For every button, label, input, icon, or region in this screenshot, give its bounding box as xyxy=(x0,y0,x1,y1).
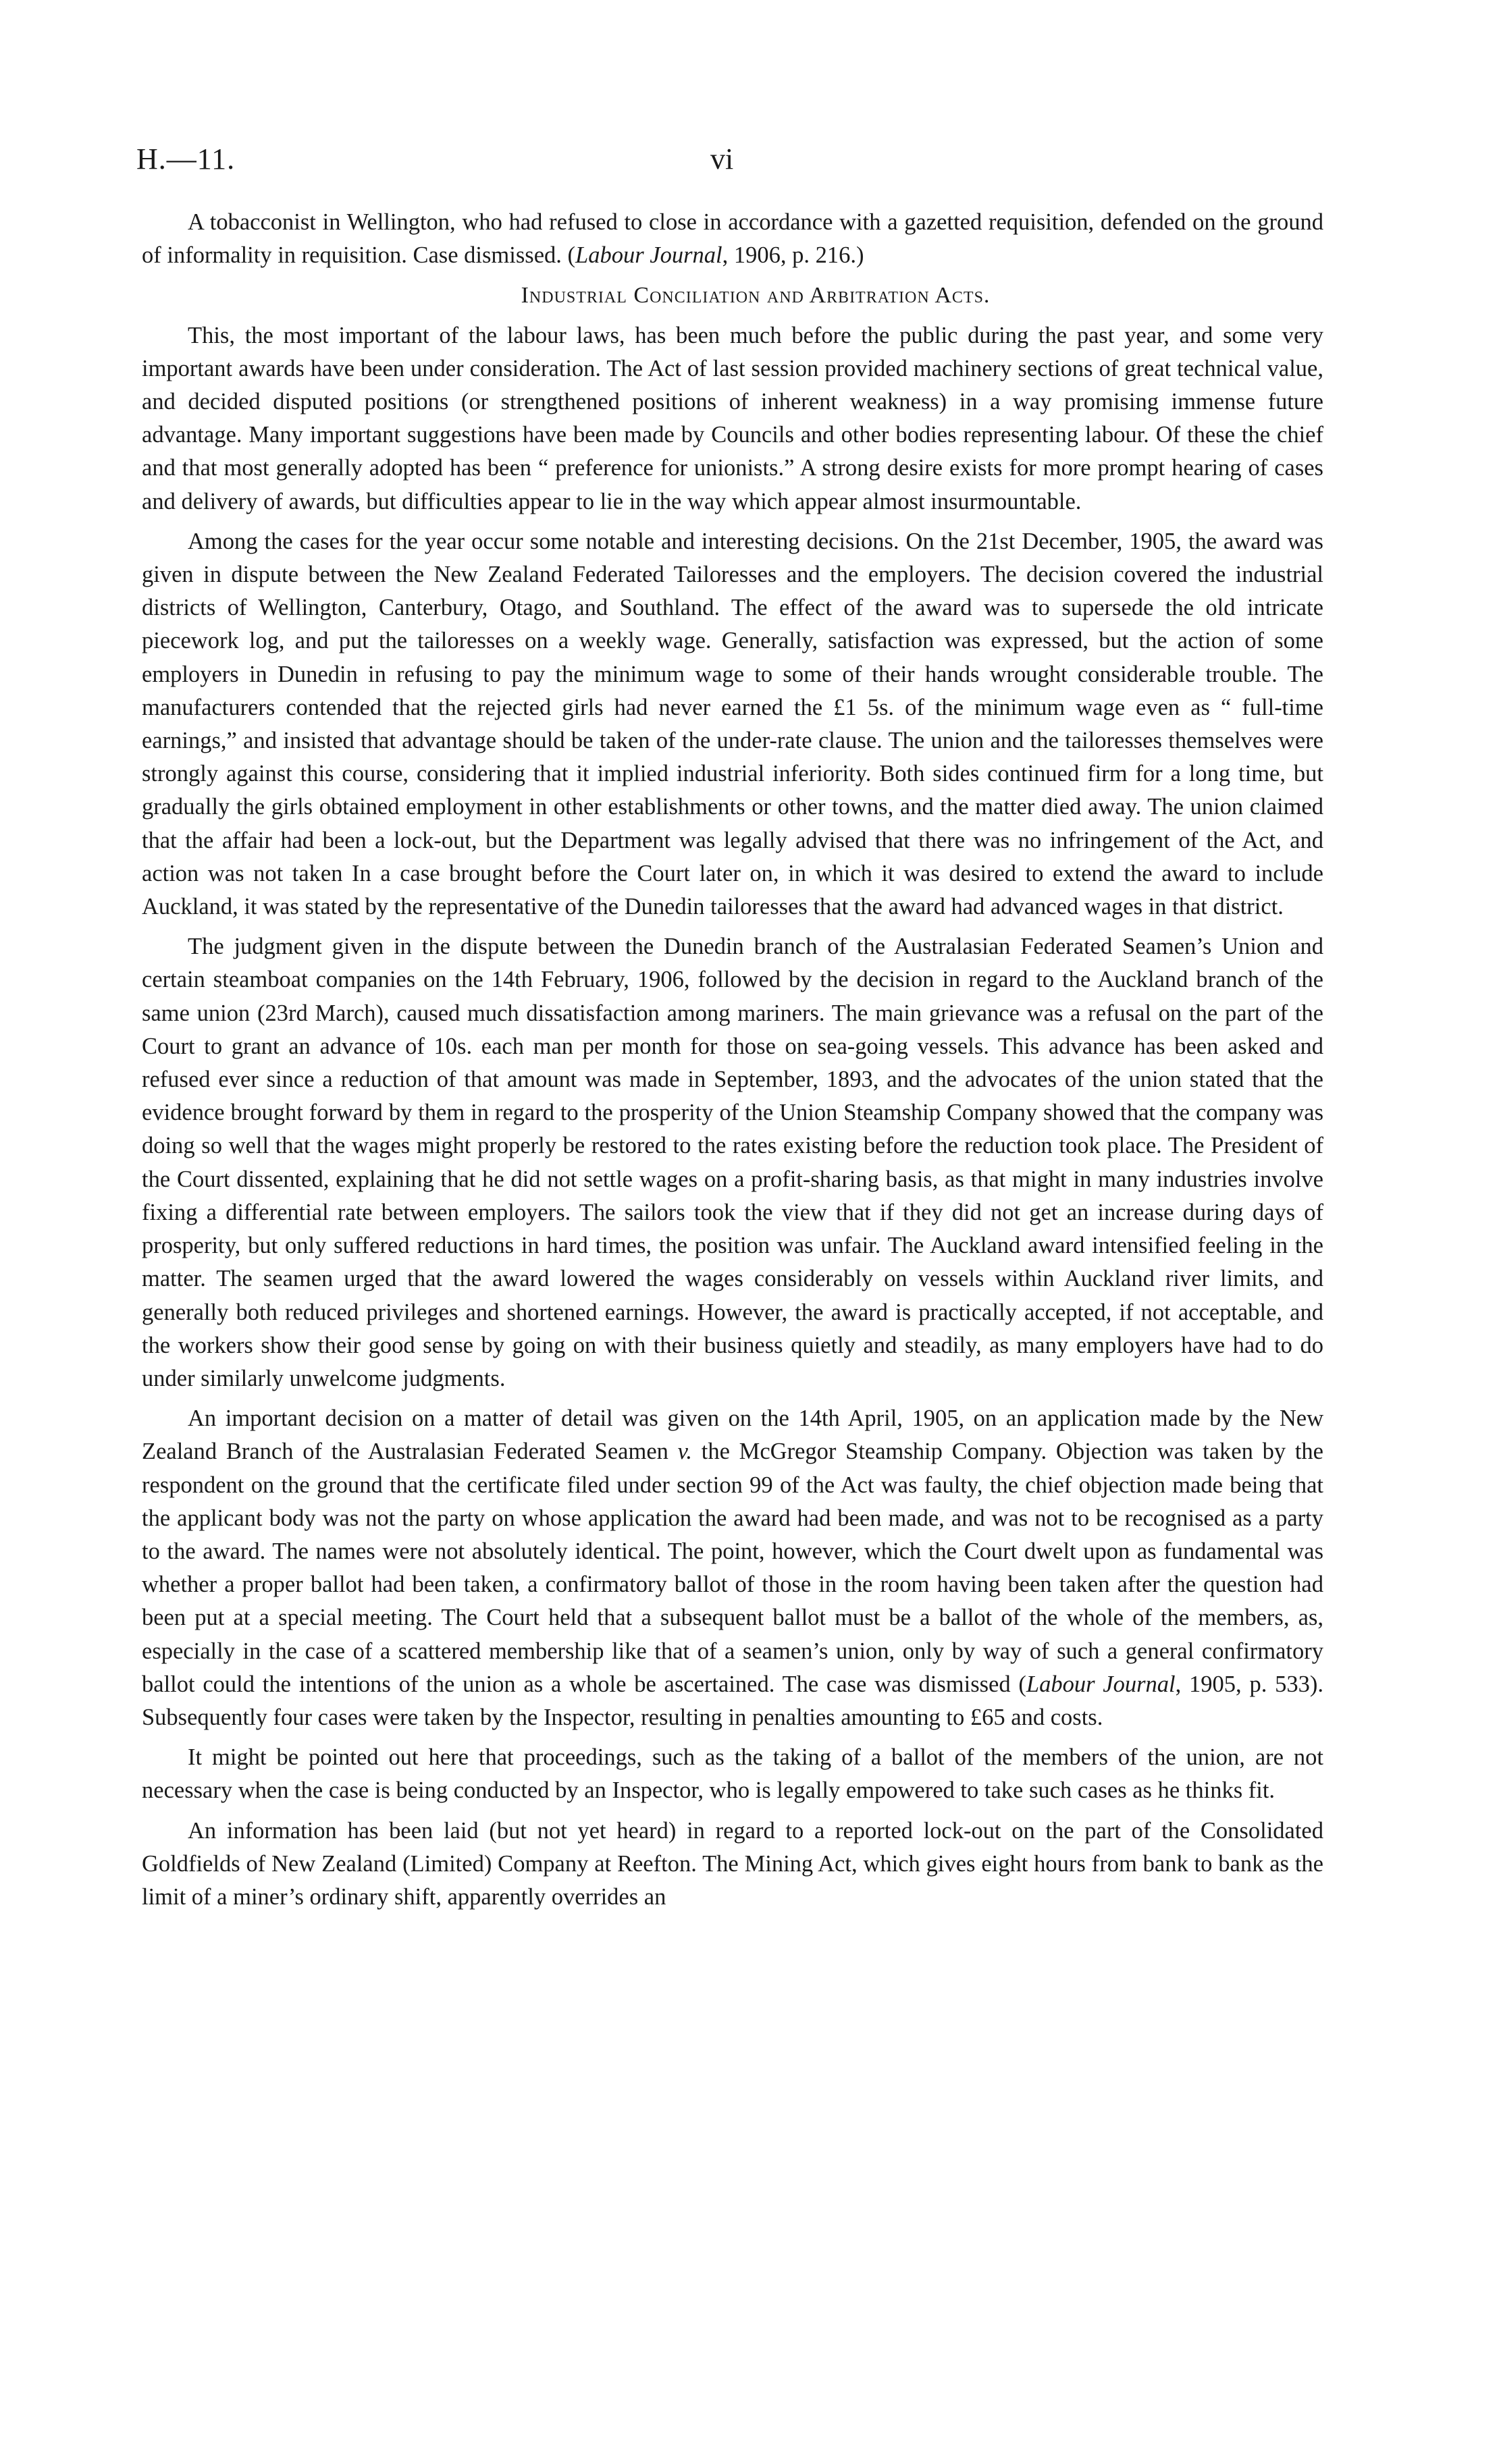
paragraph-text-tail: , 1906, p. 216.) xyxy=(722,242,864,269)
section-heading: Industrial Conciliation and Arbitration Acts. xyxy=(521,283,991,309)
paragraph-text: An important decision on a matter of detail was given on the 14th April, 1905, on an application made by the New Zealand Branch of the Australasian Federated Seamen xyxy=(142,1405,1323,1465)
paragraph-labour-laws: This, the most important of the labour laws, has been much before the public during the past year, and some very important awards have been under consideration. The Act of last session provided machinery sections of great technical value, and decided disputed positions (or strengthened positions of inherent weakness) in a way promising immense future advantage. Many important suggestions have been made by Councils and other bodies representing labour. Of these the chief and that most generally adopted has been “ preference for unionists.” A strong desire exists for more prompt hearing of cases and delivery of awards, but difficulties appear to lie in the way which appear almost insurmountable. xyxy=(142,322,1323,514)
paragraph-text-middle: the McGregor Steamship Company. Objection was taken by the respondent on the ground that the certificate filed under section 99 of the Act was faulty, the chief objection made being that the applicant body was not the party on whose application the award had been made, and was not to be recognised as a party to the award. The names were not absolutely identical. The point, however, which the Court dwelt upon as fundamental was whether a proper ballot had been taken, a confirmatory ballot of those in the room having been taken after the question had been put at a special meeting. The Court held that a subsequent ballot must be a ballot of the whole of the members, as, especially in the case of a scattered membership like that of a seamen’s union, only by way of such a general confirmatory ballot could the intentions of the union as a whole be ascertained. The case was dismissed ( xyxy=(142,1439,1323,1697)
document-reference: H.—11. xyxy=(136,142,236,176)
page-header xyxy=(136,142,1332,189)
paragraph-seamen-judgment: The judgment given in the dispute between the Dunedin branch of the Australasian Federated Seamen’s Union and certain steamboat companies on the 14th February, 1906, followed by the decision in regard to the Auckland branch of the same union (23rd March), caused much dissatisfaction among mariners. The main grievance was a refusal on the part of the Court to grant an advance of 10s. each man per month for those on sea-going vessels. This advance has been asked and refused ever since a reduction of that amount was made in September, 1893, and the advocates of the union stated that the evidence brought forward by them in regard to the prosperity of the Union Steamship Company showed that the company was doing so well that the wages might properly be restored to the rates existing before the reduction took place. The President of the Court dissented, explaining that he did not settle wages on a profit-sharing basis, as that might in many industries involve fixing a differential rate between employers. The sailors took the view that if they did not get an increase during days of prosperity, but only suffered reductions in hard times, the position was unfair. The Auckland award intensified feeling in the matter. The seamen urged that the award lowered the wages considerably on vessels within Auckland river limits, and generally both reduced privileges and shortened earnings. However, the award is practically accepted, if not acceptable, and the workers show their good sense by going on with their business quietly and steadily, as many employers have had to do under similarly unwelcome judgments. xyxy=(142,934,1323,1391)
citation-title: Labour Journal xyxy=(1026,1671,1176,1697)
paragraph-mcgregor-decision xyxy=(142,1402,1323,1734)
paragraph-text-tail: , 1905, p. 533). Subsequently four cases were taken by the Inspector, resulting in penalties amounting to £65 and costs. xyxy=(142,1671,1324,1730)
paragraph-inspector-proceedings: It might be pointed out here that proceedings, such as the taking of a ballot of the members of the union, are not necessary when the case is being conducted by an Inspector, who is legally empowered to take such cases as he thinks fit. xyxy=(142,1744,1323,1804)
citation-title: Labour Journal xyxy=(575,242,722,269)
paragraph-tobacconist xyxy=(142,206,1323,272)
body-text xyxy=(142,206,1323,1921)
versus-abbreviation: v. xyxy=(677,1439,693,1465)
paragraph-text: A tobacconist in Wellington, who had refused to close in accordance with a gazetted requisition, defended on the ground of informality in requisition. Case dismissed. ( xyxy=(142,209,1323,269)
paragraph-tailoresses: Among the cases for the year occur some notable and interesting decisions. On the 21st December, 1905, the award was given in dispute between the New Zealand Federated Tailoresses and the employers. The decision covered the industrial districts of Wellington, Canterbury, Otago, and Southland. The effect of the award was to supersede the old intricate piecework log, and put the tailoresses on a weekly wage. Generally, satisfaction was expressed, but the action of some employers in Dunedin in refusing to pay the minimum wage to some of their hands wrought considerable trouble. The manufacturers contended that the rejected girls had never earned the £1 5s. of the minimum wage even as “ full-time earnings,” and insisted that advantage should be taken of the under-rate clause. The union and the tailoresses themselves were strongly against this course, considering that it implied industrial inferiority. Both sides continued firm for a long time, but gradually the girls obtained employment in other establishments or other towns, and the matter died away. The union claimed that the affair had been a lock-out, but the Department was legally advised that there was no infringement of the Act, and action was not taken In a case brought before the Court later on, in which it was desired to extend the award to include Auckland, it was stated by the representative of the Dunedin tailoresses that the award had advanced wages in that district. xyxy=(142,528,1323,920)
page-number: vi xyxy=(710,142,734,176)
paragraph-reefton-information: An information has been laid (but not yet heard) in regard to a reported lock-out on the part of the Consolidated Goldfields of New Zealand (Limited) Company at Reefton. The Mining Act, which gives eight hours from bank to bank as the limit of a miner’s ordinary shift, apparently overrides an xyxy=(142,1817,1323,1910)
